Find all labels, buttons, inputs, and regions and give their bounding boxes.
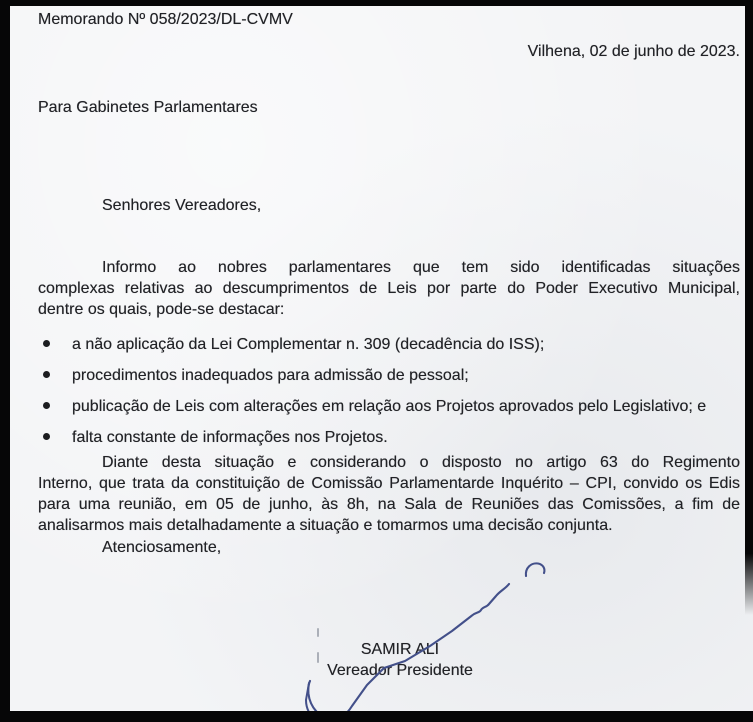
bullet-item	[38, 334, 740, 365]
paragraph-2-line-3: para uma reunião, em 05 de junho, às 8h, na Sala de Reuniões das Comissões, a fim de	[38, 496, 740, 513]
bullet-item-text: falta constante de informações nos Projetos.	[72, 429, 388, 446]
bullet-dot-icon	[43, 371, 50, 378]
paragraph-2-line-4: analisarmos mais detalhadamente a situação e tomarmos uma decisão conjunta.	[38, 517, 613, 534]
paragraph-2	[38, 452, 740, 536]
addressee-line: Para Gabinetes Parlamentares	[38, 99, 258, 116]
signature-stroke-hook	[526, 563, 545, 576]
paragraph-1-line-2: complexas relativas ao descumprimentos de Leis por parte do Poder Executivo Municipal,	[38, 280, 740, 297]
memo-number: Memorando Nº 058/2023/DL-CVMV	[38, 11, 293, 28]
signature-stroke-main	[308, 584, 509, 720]
signer-title: Vereador Presidente	[327, 662, 473, 679]
bullet-item	[38, 396, 740, 427]
scan-border-left	[0, 0, 10, 722]
paragraph-1-line-3: dentre os quais, pode-se destacar:	[38, 301, 285, 318]
bullet-item-text: procedimentos inadequados para admissão de pessoal;	[72, 367, 469, 384]
bullet-dot-icon	[43, 433, 50, 440]
paragraph-1-line-1: Informo ao nobres parlamentares que tem sido identificadas situações	[102, 259, 740, 276]
bullet-list	[38, 334, 740, 458]
date-line: Vilhena, 02 de junho de 2023.	[527, 43, 740, 60]
bullet-dot-icon	[43, 340, 50, 347]
bullet-item-text: publicação de Leis com alterações em relação aos Projetos aprovados pelo Legislativo; e	[72, 398, 707, 415]
scan-border-bottom	[0, 711, 753, 722]
paragraph-2-line-2: Interno, que trata da constituição de Comissão Parlamentarde Inquérito – CPI, convido os Edis	[38, 475, 740, 492]
bullet-item	[38, 365, 740, 396]
closing-line: Atenciosamente,	[102, 539, 222, 556]
paragraph-2-line-1: Diante desta situação e considerando o disposto no artigo 63 do Regimento	[102, 454, 740, 471]
bullet-dot-icon	[43, 402, 50, 409]
scan-border-top	[0, 0, 753, 6]
scan-border-right	[745, 0, 753, 615]
bullet-item-text: a não aplicação da Lei Complementar n. 309 (decadência do ISS);	[72, 336, 545, 353]
signer-name: SAMIR ALI	[360, 641, 440, 658]
paragraph-1	[38, 257, 740, 320]
salutation: Senhores Vereadores,	[102, 197, 262, 214]
handwritten-signature	[280, 550, 560, 722]
